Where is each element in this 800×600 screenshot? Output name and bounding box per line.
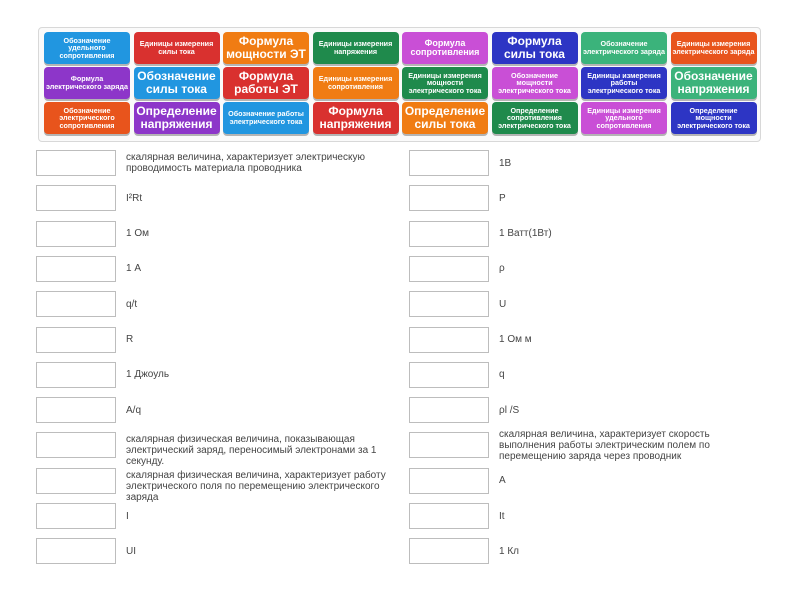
answer-tiles-panel [38,27,761,142]
answer-tile[interactable] [671,102,757,134]
answer-tile[interactable] [313,67,399,99]
answer-tile-label: Обозначение электрического заряда [583,39,665,56]
prompt-text: R [126,334,134,345]
answer-tile-label: Определение мощности электрического тока [677,105,750,130]
answer-tile-label: Формула электрического заряда [46,74,128,91]
answer-tile-label: Единицы измерения удельного сопротивления [587,105,661,130]
answer-drop-box[interactable] [409,327,489,353]
answer-tile[interactable] [134,32,220,64]
answer-drop-box[interactable] [409,432,489,458]
answer-drop-box[interactable] [409,468,489,494]
prompt-text: A/q [126,404,142,416]
answer-tile[interactable] [223,32,309,64]
answer-tile-label: Формула мощности ЭТ [226,34,306,61]
answer-tile-label: Формула напряжения [319,104,392,131]
answer-tile[interactable] [313,102,399,134]
answer-drop-box[interactable] [409,221,489,247]
prompt-text: U [499,298,507,310]
answer-tile[interactable] [581,102,667,134]
answer-tile-label: Единицы измерения напряжения [318,39,393,56]
answer-tile[interactable] [402,32,488,64]
answer-tile[interactable] [223,67,309,99]
prompt-text: скалярная величина, характеризует электрическую проводимость материала проводника [126,152,365,174]
answer-tile[interactable] [671,32,757,64]
answer-tile-label: Единицы измерения силы тока [139,39,214,56]
answer-tile[interactable] [492,67,578,99]
answer-tile[interactable] [402,102,488,134]
prompt-text: q [499,369,505,381]
answer-drop-box[interactable] [36,468,116,494]
prompt-text: ρl /S [499,404,520,416]
answer-tile-label: Обозначение напряжения [674,69,753,96]
answer-drop-box[interactable] [36,362,116,388]
prompt-text: UI [126,545,136,557]
prompt-text: скалярная физическая величина, характеризует работу электрического поля по перемещению электрического заряда [126,469,386,503]
answer-tile[interactable] [671,67,757,99]
answer-tile-label: Обозначение удельного сопротивления [59,35,115,60]
answer-tile-label: Обозначение силы тока [137,69,216,96]
answer-tile[interactable] [44,102,130,134]
answer-tile[interactable] [44,67,130,99]
answer-drop-box[interactable] [36,150,116,176]
prompt-text: I²Rt [126,192,143,204]
answer-tile-label: Формула силы тока [504,34,565,61]
answer-tile-label: Обозначение работы электрического тока [228,109,304,126]
answer-drop-box[interactable] [409,397,489,423]
prompt-text: 1 Джоуль [126,369,170,381]
prompt-text: q/t [126,298,138,310]
answer-tile-label: Формула сопротивления [410,37,480,57]
answer-tile-label: Единицы измерения электрического заряда [672,39,755,56]
prompt-text: скалярная величина, характеризует скорость выполнения работы электрическим полем по перемещению заряда через проводник [499,428,710,462]
prompt-text: 1 Ватт(1Вт) [499,228,552,240]
answer-tile[interactable] [44,32,130,64]
prompt-text: 1 Ом [126,228,149,240]
answer-tile-label: Единицы измерения сопротивления [318,74,393,91]
answer-tile-label: Определение сопротивления электрического тока [498,105,571,130]
answer-tile[interactable] [581,67,667,99]
answer-tile-label: Обозначение мощности электрического тока [498,70,571,95]
answer-tile-label: Единицы измерения мощности электрического тока [408,70,482,95]
answer-drop-box[interactable] [409,538,489,564]
prompt-text: скалярная физическая величина, показывающая электрический заряд, переносимый электронами за 1 секунду. [126,434,377,468]
answer-drop-box[interactable] [36,291,116,317]
answer-tile-label: Определение напряжения [136,104,217,131]
answer-tile[interactable] [402,67,488,99]
answer-tile[interactable] [492,32,578,64]
answer-tile[interactable] [223,102,309,134]
prompt-text: 1В [499,157,512,169]
prompt-text: ρ [499,263,505,275]
answer-drop-box[interactable] [409,256,489,282]
answer-drop-box[interactable] [36,538,116,564]
answer-drop-box[interactable] [36,221,116,247]
answer-drop-box[interactable] [36,397,116,423]
answer-tile[interactable] [581,32,667,64]
answer-drop-box[interactable] [409,185,489,211]
answer-drop-box[interactable] [36,327,116,353]
prompt-text: It [499,510,505,522]
answer-drop-box[interactable] [36,503,116,529]
answer-drop-box[interactable] [409,503,489,529]
prompt-text: P [499,192,506,204]
answer-tile[interactable] [134,67,220,99]
prompt-text: I [126,510,129,522]
answer-tile[interactable] [492,102,578,134]
answer-drop-box[interactable] [409,362,489,388]
answer-tile[interactable] [313,32,399,64]
answer-tile-label: Определение силы тока [404,104,486,131]
answer-tile[interactable] [134,102,220,134]
prompt-text: 1 Кл [499,545,519,557]
answer-tile-label: Обозначение электрического сопротивления [59,105,115,130]
answer-drop-box[interactable] [36,256,116,282]
answer-drop-box[interactable] [409,291,489,317]
prompt-text: 1 А [126,263,142,275]
answer-tile-label: Формула работы ЭТ [234,69,298,96]
answer-drop-box[interactable] [36,432,116,458]
answer-drop-box[interactable] [409,150,489,176]
answer-tile-label: Единицы измерения работы электрического тока [587,70,661,95]
prompt-text: A [499,475,506,487]
answer-drop-box[interactable] [36,185,116,211]
prompt-text: 1 Ом м [499,334,532,345]
